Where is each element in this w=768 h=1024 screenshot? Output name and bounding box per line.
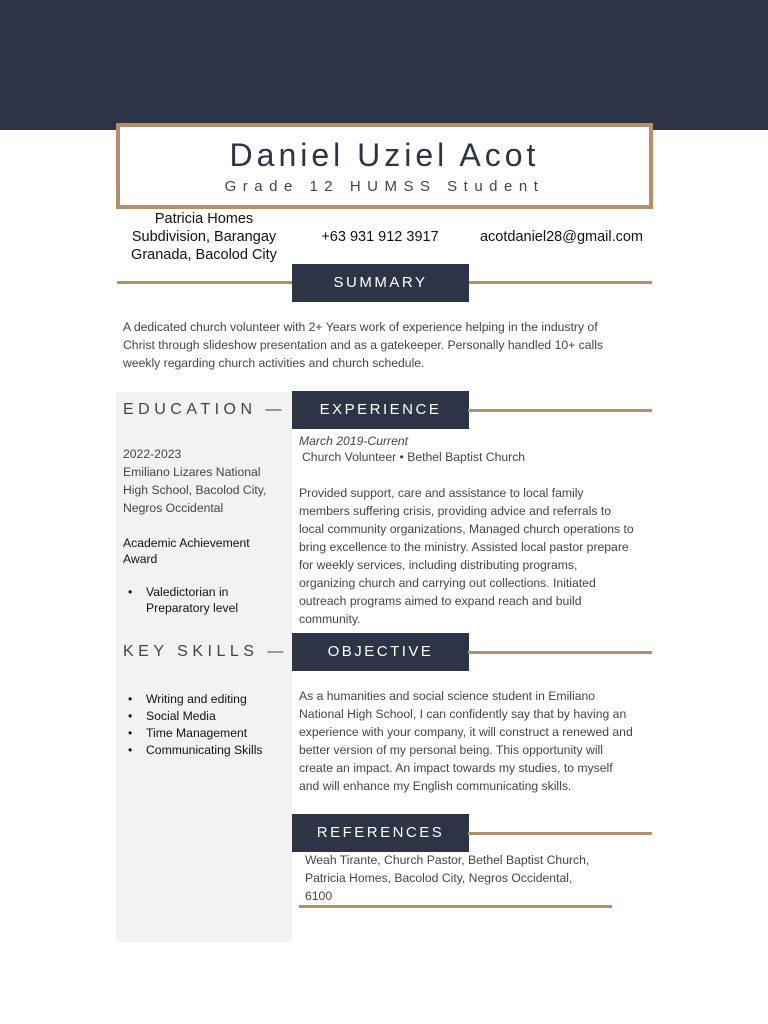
address-line: Patricia Homes (154, 211, 254, 227)
education-school-line: Negros Occidental (123, 501, 224, 515)
list-item: • Time Management (123, 725, 288, 742)
objective-line: and will enhance my English communicating skills. (299, 779, 572, 793)
experience-rule (468, 409, 652, 412)
experience-line: organizing church and carrying out collections. Initiated (299, 576, 596, 590)
experience-line: community. (299, 612, 361, 626)
summary-line: Christ through slideshow presentation and as a gatekeeper. Personally handled 10+ calls (123, 338, 604, 352)
references-heading: REFERENCES (292, 814, 469, 852)
award-line: Award (123, 552, 158, 566)
contact-email: acotdaniel28@gmail.com (479, 229, 644, 245)
header-band (0, 0, 768, 130)
address-line: Granada, Bacolod City (131, 247, 277, 263)
reference-line: Patricia Homes, Bacolod City, Negros Occidental, (305, 871, 573, 885)
summary-line: weekly regarding church activities and church schedule. (123, 356, 425, 370)
experience-line: members suffering crisis, providing advice and referrals to (299, 504, 612, 518)
experience-line: for weekly services, including distributing programs, (299, 558, 578, 572)
list-item: • Writing and editing (123, 691, 288, 708)
summary-rule-right (468, 281, 652, 284)
objective-line: experience with your company, it will construct a renewed and (299, 725, 633, 739)
experience-description (299, 484, 654, 628)
education-details (123, 445, 288, 517)
experience-line: bring excellence to the ministry. Assisted local pastor prepare (299, 540, 629, 554)
experience-heading: EXPERIENCE (292, 391, 469, 429)
experience-date: March 2019-Current (299, 434, 409, 448)
education-school-line: High School, Bacolod City, (123, 483, 267, 497)
education-bullets (123, 584, 288, 616)
bullet-line: Preparatory level (146, 601, 239, 615)
education-heading: EDUCATION — (123, 401, 286, 418)
experience-role: Church Volunteer • Bethel Baptist Church (302, 450, 526, 464)
references-bottom-rule (299, 905, 612, 908)
resume-subtitle: Grade 12 HUMSS Student (224, 178, 545, 195)
references-rule (468, 832, 652, 835)
list-item: • Social Media (123, 708, 288, 725)
summary-text (123, 318, 653, 372)
reference-line: 6100 (305, 889, 333, 903)
resume-name: Daniel Uziel Acot (229, 137, 540, 173)
award-line: Academic Achievement (123, 536, 250, 550)
contact-address (118, 210, 290, 264)
experience-line: local community organizations, Managed church operations to (299, 522, 634, 536)
objective-rule (468, 651, 652, 654)
name-box (116, 123, 653, 209)
summary-heading: SUMMARY (292, 264, 469, 302)
bullet-line: • Valedictorian in (146, 585, 229, 599)
summary-rule-left (117, 281, 293, 284)
education-award (123, 535, 288, 567)
list-item (123, 584, 288, 616)
reference-line: Weah Tirante, Church Pastor, Bethel Baptist Church, (305, 853, 590, 867)
list-item: • Communicating Skills (123, 742, 288, 759)
experience-line: Provided support, care and assistance to local family (299, 486, 584, 500)
key-skills-list (123, 691, 288, 759)
education-years: 2022-2023 (123, 447, 182, 461)
objective-line: As a humanities and social science student in Emiliano (299, 689, 596, 703)
education-school-line: Emiliano Lizares National (123, 465, 261, 479)
objective-line: National High School, I can confidently say that by having an (299, 707, 627, 721)
objective-heading: OBJECTIVE (292, 633, 469, 671)
objective-text (299, 687, 654, 795)
references-text (305, 851, 625, 905)
summary-line: A dedicated church volunteer with 2+ Years work of experience helping in the industry of (123, 320, 598, 334)
objective-line: create an impact. An impact towards my studies, to myself (299, 761, 613, 775)
contact-phone: +63 931 912 3917 (321, 229, 439, 245)
address-line: Subdivision, Barangay (131, 229, 277, 245)
key-skills-heading: KEY SKILLS — (123, 643, 288, 660)
objective-line: better version of my personal being. This opportunity will (299, 743, 603, 757)
experience-line: outreach programs aimed to expand reach and build (299, 594, 582, 608)
